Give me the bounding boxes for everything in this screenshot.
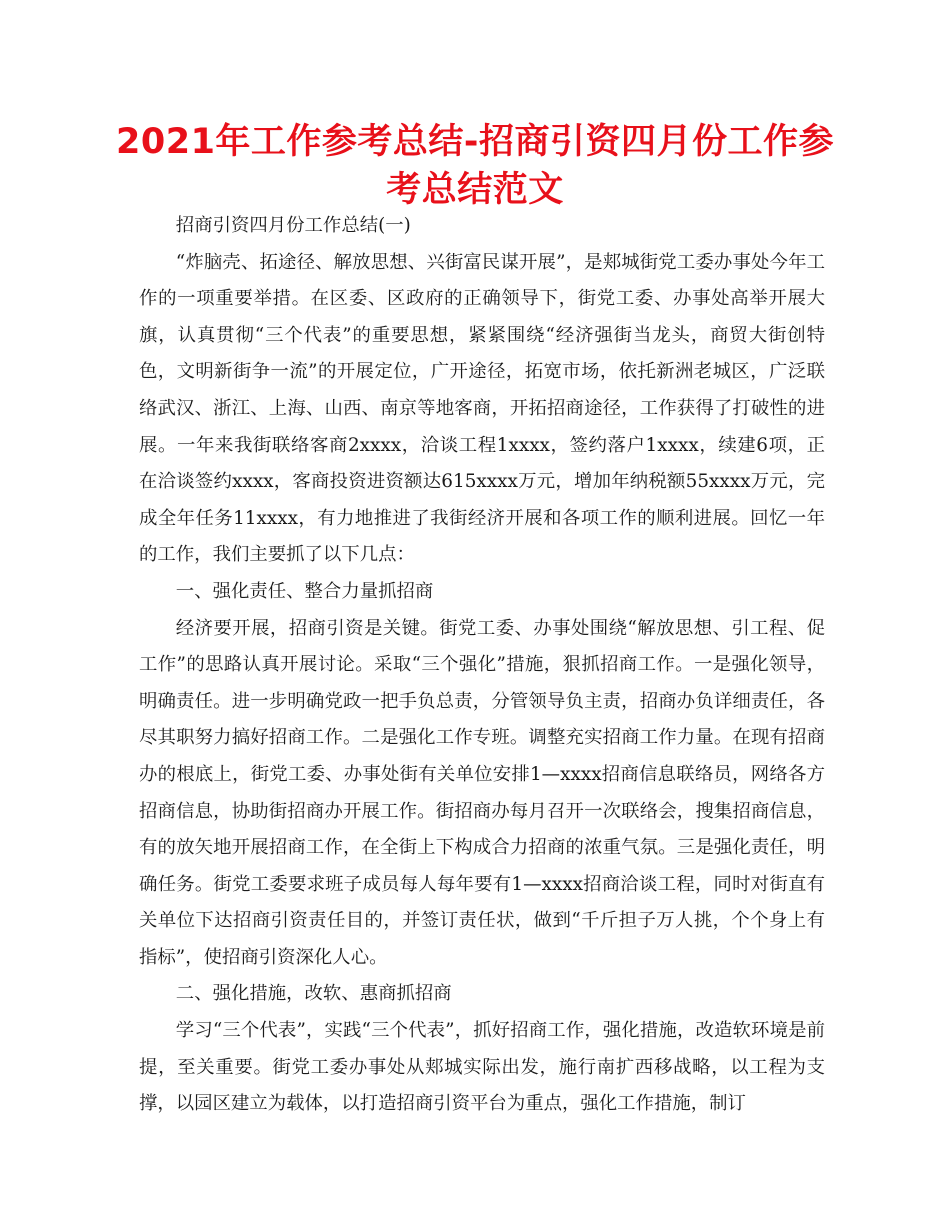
body-paragraph: 经济要开展，招商引资是关键。街党工委、办事处围绕“解放思想、引工程、促工作”的思路认真开展讨论。采取“三个强化”措施，狠抓招商工作。一是强化领导，明确责任。进一步明确党政一把手负总责，分管领导负主责，招商办负详细责任，各尽其职努力搞好招商工作。二是强化工作专班。调整充实招商工作力量。在现有招商办的根底上，街党工委、办事处街有关单位安排1—xxxx招商信息联络员，网络各方招商信息，协助街招商办开展工作。街招商办每月召开一次联络会，搜集招商信息，有的放矢地开展招商工作，在全街上下构成合力招商的浓重气氛。三是强化责任，明确任务。街党工委要求班子成员每人每年要有1—xxxx招商洽谈工程，同时对街直有关单位下达招商引资责任目的，并签订责任状，做到“千斤担子万人挑，个个身上有指标”，使招商引资深化人心。 bbox=[139, 617, 825, 968]
section-heading: 一、强化责任、整合力量抓招商 bbox=[175, 580, 434, 602]
subtitle-paragraph: 招商引资四月份工作总结(一) bbox=[175, 215, 411, 236]
document-title: 2021年工作参考总结-招商引资四月份工作参考总结范文 bbox=[116, 122, 834, 210]
body-paragraph: 学习“三个代表”，实践“三个代表”，抓好招商工作，强化措施，改造软环境是前提，至关重要。街党工委办事处从郏城实际出发，施行南扩西移战略，以工程为支撑，以园区建立为载体，以打造招商引资平台为重点，强化工作措施，制订 bbox=[139, 1020, 825, 1115]
body-paragraph: “炸脑壳、拓途径、解放思想、兴街富民谋开展”，是郏城街党工委办事处今年工作的一项重要举措。在区委、区政府的正确领导下，街党工委、办事处高举开展大旗，认真贯彻“三个代表”的重要思想，紧紧围绕“经济强街当龙头，商贸大街创特色，文明新街争一流”的开展定位，广开途径，拓宽市场，依托新洲老城区，广泛联络武汉、浙江、上海、山西、南京等地客商，开拓招商途径，工作获得了打破性的进展。一年来我街联络客商2xxxx，洽谈工程1xxxx，签约落户1xxxx，续建6项，正在洽谈签约xxxx，客商投资进资额达615xxxx万元，增加年纳税额55xxxx万元，完成全年任务11xxxx，有力地推进了我街经济开展和各项工作的顺利进展。回忆一年的工作，我们主要抓了以下几点： bbox=[139, 251, 825, 566]
section-heading: 二、强化措施，改软、惠商抓招商 bbox=[175, 983, 452, 1005]
document-body bbox=[139, 208, 825, 1123]
